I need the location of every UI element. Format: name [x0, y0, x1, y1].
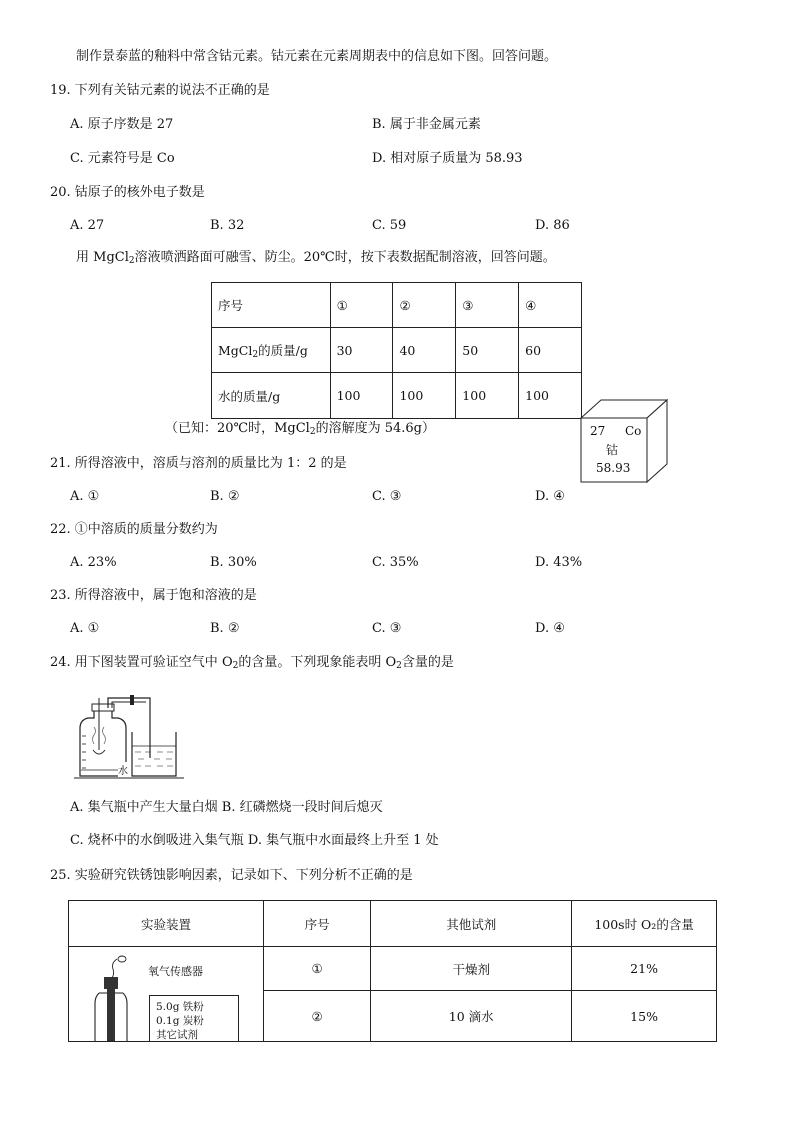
header-cell: 实验装置	[69, 901, 264, 947]
exp-header-row	[69, 901, 717, 947]
apparatus-drawing	[72, 688, 187, 783]
mgcl2-header-row	[212, 283, 582, 328]
reagent-line: 0.1g 炭粉	[156, 1015, 204, 1027]
header-cell: 100s时 O₂的含量	[572, 901, 717, 947]
header-cell: ③	[456, 283, 519, 328]
q19-option-d[interactable]: D. 相对原子质量为 58.93	[372, 151, 523, 166]
table-cell: ①	[263, 947, 370, 991]
sensor-apparatus	[69, 947, 261, 1041]
q22-stem: 22. ①中溶质的质量分数约为	[50, 522, 218, 537]
table-cell: 30	[330, 328, 393, 373]
header-cell: 序号	[263, 901, 370, 947]
table-cell: 干燥剂	[371, 947, 572, 991]
q21-stem: 21. 所得溶液中，溶质与溶剂的质量比为 1：2 的是	[50, 456, 347, 471]
q20-option-c[interactable]: C. 59	[372, 218, 407, 233]
table-row	[69, 947, 717, 991]
q20-option-d[interactable]: D. 86	[535, 218, 570, 233]
table-cell: ②	[263, 991, 370, 1042]
intro-mgcl2: 用 MgCl$_2$溶液喷洒路面可融雪、防尘。20℃时，按下表数据配制溶液，回答问题。	[76, 250, 556, 266]
q21-option-a[interactable]: A. ①	[70, 489, 100, 504]
header-cell: ①	[330, 283, 393, 328]
header-cell: 序号	[212, 283, 331, 328]
table-cell: 60	[519, 328, 582, 373]
q21-option-b[interactable]: B. ②	[210, 489, 240, 504]
table-cell: 15%	[572, 991, 717, 1042]
row-label: MgCl$_2$的质量/g	[212, 328, 331, 373]
water-label: 水	[118, 762, 128, 777]
header-cell: 其他试剂	[371, 901, 572, 947]
table-cell: 40	[393, 328, 456, 373]
table-cell: 21%	[572, 947, 717, 991]
q19-option-a[interactable]: A. 原子序数是 27	[70, 117, 174, 132]
cobalt-element-card	[580, 398, 670, 490]
oxygen-sensor-label: 氧气传感器	[148, 965, 203, 978]
reagent-box	[149, 995, 239, 1041]
q20-option-a[interactable]: A. 27	[70, 218, 105, 233]
header-cell: ②	[393, 283, 456, 328]
q22-option-b[interactable]: B. 30%	[210, 555, 257, 570]
row-label: 水的质量/g	[212, 373, 331, 419]
q19-stem: 19. 下列有关钴元素的说法不正确的是	[50, 83, 270, 98]
reagent-line: 5.0g 铁粉	[156, 1001, 204, 1013]
q19-option-b[interactable]: B. 属于非金属元素	[372, 117, 481, 132]
header-cell: ④	[519, 283, 582, 328]
q23-option-b[interactable]: B. ②	[210, 621, 240, 636]
atomic-mass: 58.93	[596, 461, 631, 475]
q23-option-a[interactable]: A. ①	[70, 621, 100, 636]
solubility-note: （已知：20℃时，MgCl$_2$的溶解度为 54.6g）	[165, 421, 435, 437]
table-cell: 100	[519, 373, 582, 419]
q25-stem: 25. 实验研究铁锈蚀影响因素，记录如下、下列分析不正确的是	[50, 868, 413, 883]
table-cell: 100	[330, 373, 393, 419]
q22-option-d[interactable]: D. 43%	[535, 555, 583, 570]
phosphorus-apparatus	[72, 688, 187, 783]
q23-stem: 23. 所得溶液中，属于饱和溶液的是	[50, 588, 257, 603]
q21-option-d[interactable]: D. ④	[535, 489, 565, 504]
q22-option-a[interactable]: A. 23%	[70, 555, 117, 570]
q22-option-c[interactable]: C. 35%	[372, 555, 419, 570]
q19-option-c[interactable]: C. 元素符号是 Co	[70, 151, 175, 166]
q24-options-ab[interactable]: A. 集气瓶中产生大量白烟 B. 红磷燃烧一段时间后熄灭	[70, 800, 383, 815]
q24-options-cd[interactable]: C. 烧杯中的水倒吸进入集气瓶 D. 集气瓶中水面最终上升至 1 处	[70, 833, 439, 848]
intro-cobalt: 制作景泰蓝的釉料中常含钴元素。钴元素在元素周期表中的信息如下图。回答问题。	[76, 49, 558, 64]
q23-option-c[interactable]: C. ③	[372, 621, 402, 636]
element-name: 钴	[606, 443, 619, 457]
q20-option-b[interactable]: B. 32	[210, 218, 245, 233]
mgcl2-table	[211, 282, 582, 419]
q23-option-d[interactable]: D. ④	[535, 621, 565, 636]
atomic-number: 27	[590, 424, 606, 438]
element-symbol: Co	[625, 424, 642, 438]
q24-stem: 24. 用下图装置可验证空气中 $O_2$的含量。下列现象能表明 $O_2$含量的是	[50, 655, 454, 671]
reagent-line: 其它试剂	[156, 1029, 198, 1041]
water-mass-row	[212, 373, 582, 419]
q20-stem: 20. 钴原子的核外电子数是	[50, 185, 205, 200]
table-cell: 100	[393, 373, 456, 419]
mgcl2-mass-row	[212, 328, 582, 373]
q21-option-c[interactable]: C. ③	[372, 489, 402, 504]
table-cell: 10 滴水	[371, 991, 572, 1042]
table-cell: 100	[456, 373, 519, 419]
element-card-box	[580, 398, 670, 490]
iron-rust-table	[68, 900, 717, 1042]
table-cell: 50	[456, 328, 519, 373]
apparatus-cell	[69, 947, 264, 1042]
